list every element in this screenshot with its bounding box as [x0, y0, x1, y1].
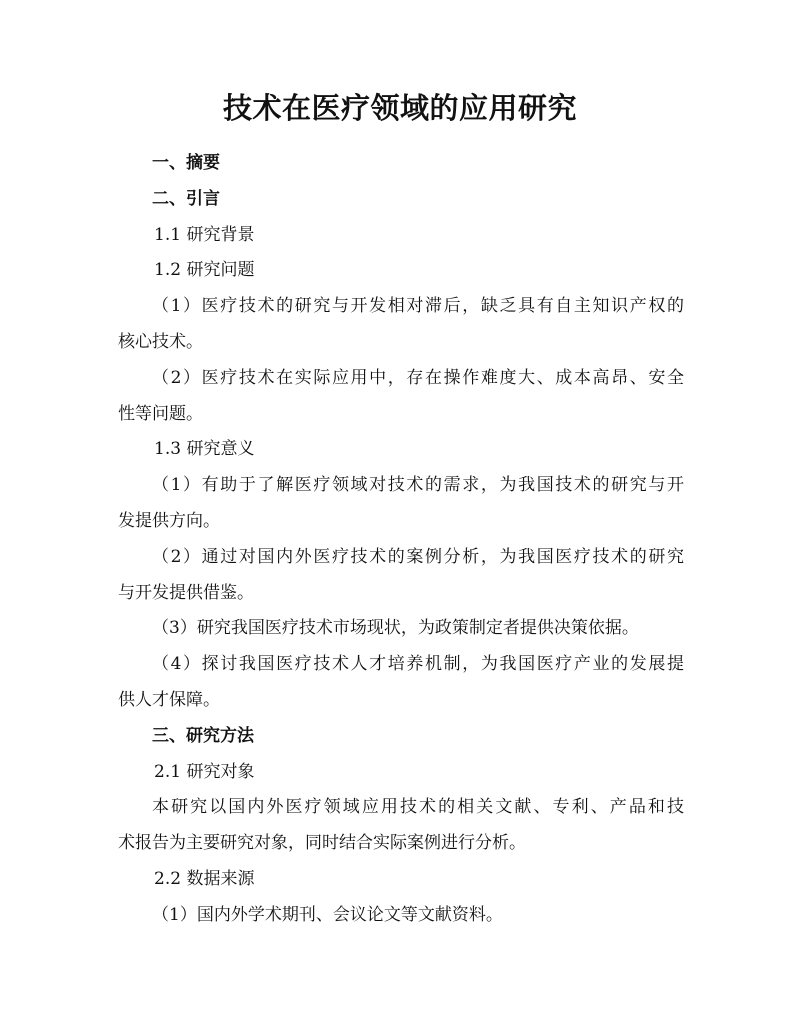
subsection-heading-data-source: 2.2 数据来源: [154, 868, 255, 889]
section-heading-methods: 三、研究方法: [152, 725, 254, 746]
paragraph-line: 发提供方向。: [118, 510, 220, 531]
paragraph-line: （1）医疗技术的研究与开发相对滞后，缺乏具有自主知识产权的: [152, 296, 684, 317]
paragraph-line: （3）研究我国医疗技术市场现状，为政策制定者提供决策依据。: [152, 618, 639, 639]
subsection-heading-background: 1.1 研究背景: [154, 224, 255, 245]
paragraph-line: 核心技术。: [118, 331, 203, 352]
section-heading-abstract: 一、摘要: [152, 153, 220, 173]
section-heading-introduction: 二、引言: [152, 188, 220, 209]
subsection-heading-problem: 1.2 研究问题: [154, 260, 255, 281]
subsection-heading-research-object: 2.1 研究对象: [154, 761, 255, 782]
paragraph-line: 与开发提供借鉴。: [118, 582, 254, 603]
document-title: 技术在医疗领域的应用研究: [222, 91, 577, 125]
paragraph-line: （2）医疗技术在实际应用中，存在操作难度大、成本高昂、安全: [152, 367, 684, 388]
paragraph-line: 性等问题。: [118, 403, 203, 424]
paragraph-line: 本研究以国内外医疗领域应用技术的相关文献、专利、产品和技: [152, 797, 684, 818]
paragraph-line: （2）通过对国内外医疗技术的案例分析，为我国医疗技术的研究: [152, 546, 684, 567]
paragraph-line: （1）国内外学术期刊、会议论文等文献资料。: [152, 904, 503, 925]
paragraph-line: 供人才保障。: [118, 689, 220, 710]
paragraph-line: （4）探讨我国医疗技术人才培养机制，为我国医疗产业的发展提: [152, 654, 684, 675]
paragraph-line: 术报告为主要研究对象，同时结合实际案例进行分析。: [118, 833, 526, 854]
subsection-heading-significance: 1.3 研究意义: [154, 439, 255, 460]
document-body: [118, 146, 684, 934]
paragraph-line: （1）有助于了解医疗领域对技术的需求，为我国技术的研究与开: [152, 475, 684, 496]
